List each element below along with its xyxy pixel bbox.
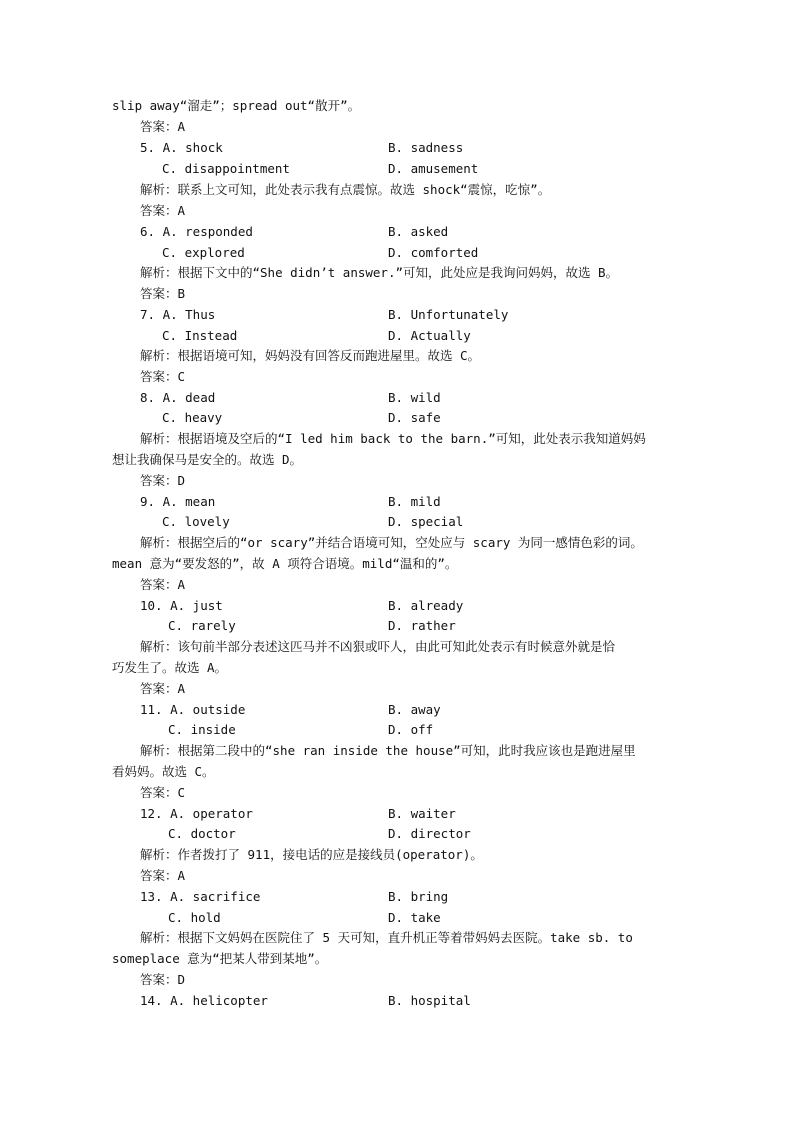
option-b: B. hospital	[388, 993, 471, 1008]
answer-line: 答案：D	[140, 473, 186, 488]
option-b: B. sadness	[388, 140, 464, 155]
option-b: B. wild	[388, 390, 441, 405]
option-c: C. Instead	[162, 328, 238, 343]
option-c: C. explored	[162, 245, 245, 260]
option-d: D. safe	[388, 410, 441, 425]
option-c: C. hold	[168, 910, 221, 925]
explanation-text: 想让我确保马是安全的。故选 D。	[112, 452, 303, 467]
explanation-text: 巧发生了。故选 A。	[112, 660, 228, 675]
option-a: 5. A. shock	[140, 140, 223, 155]
explanation-text: 解析：根据语境及空后的“I led him back to the barn.”可知，此处表示我知道妈妈	[140, 431, 646, 446]
answer-line: 答案：A	[140, 577, 186, 592]
explanation-text: 解析：根据下文中的“She didn’t answer.”可知，此处应是我询问妈妈，故选 B。	[140, 265, 619, 280]
option-b: B. already	[388, 598, 464, 613]
answer-line: 答案：D	[140, 972, 186, 987]
option-c: C. disappointment	[162, 161, 290, 176]
answer-line: 答案：A	[140, 119, 186, 134]
option-d: D. comforted	[388, 245, 479, 260]
option-d: D. Actually	[388, 328, 471, 343]
option-b: B. mild	[388, 494, 441, 509]
answer-line: 答案：A	[140, 681, 186, 696]
option-a: 8. A. dead	[140, 390, 216, 405]
answer-line: 答案：B	[140, 286, 186, 301]
option-d: D. director	[388, 826, 471, 841]
option-a: 6. A. responded	[140, 224, 253, 239]
option-b: B. Unfortunately	[388, 307, 509, 322]
explanation-text: 解析：根据语境可知，妈妈没有回答反而跑进屋里。故选 C。	[140, 348, 481, 363]
option-b: B. bring	[388, 889, 449, 904]
explanation-text: 看妈妈。故选 C。	[112, 764, 215, 779]
option-a: 14. A. helicopter	[140, 993, 268, 1008]
option-a: 9. A. mean	[140, 494, 216, 509]
option-c: C. lovely	[162, 514, 230, 529]
option-c: C. doctor	[168, 826, 236, 841]
option-b: B. asked	[388, 224, 449, 239]
option-b: B. waiter	[388, 806, 456, 821]
option-b: B. away	[388, 702, 441, 717]
option-c: C. heavy	[162, 410, 223, 425]
explanation-text: 解析：作者拨打了 911，接电话的应是接线员(operator)。	[140, 847, 483, 862]
option-d: D. amusement	[388, 161, 479, 176]
option-a: 10. A. just	[140, 598, 223, 613]
explanation-text: 解析：根据空后的“or scary”并结合语境可知，空处应与 scary 为同一感情色彩的词。	[140, 535, 643, 550]
option-a: 11. A. outside	[140, 702, 246, 717]
explanation-text: mean 意为“要发怒的”，故 A 项符合语境。mild“温和的”。	[112, 556, 458, 571]
answer-line: 答案：C	[140, 369, 186, 384]
answer-line: 答案：C	[140, 785, 186, 800]
option-a: 12. A. operator	[140, 806, 253, 821]
explanation-text: someplace 意为“把某人带到某地”。	[112, 951, 328, 966]
answer-line: 答案：A	[140, 868, 186, 883]
option-d: D. special	[388, 514, 464, 529]
option-d: D. off	[388, 722, 434, 737]
explanation-text: 解析：该句前半部分表述这匹马并不凶狠或吓人，由此可知此处表示有时候意外就是恰	[140, 639, 616, 654]
explanation-text: 解析：联系上文可知，此处表示我有点震惊。故选 shock“震惊，吃惊”。	[140, 182, 551, 197]
explanation-text: 解析：根据第二段中的“she ran inside the house”可知，此时我应该也是跑进屋里	[140, 743, 636, 758]
option-c: C. rarely	[168, 618, 236, 633]
answer-line: 答案：A	[140, 203, 186, 218]
option-d: D. rather	[388, 618, 456, 633]
explanation-text: 解析：根据下文妈妈在医院住了 5 天可知，直升机正等着带妈妈去医院。take sb. to	[140, 930, 633, 945]
option-a: 7. A. Thus	[140, 307, 216, 322]
option-d: D. take	[388, 910, 441, 925]
option-a: 13. A. sacrifice	[140, 889, 261, 904]
option-c: C. inside	[168, 722, 236, 737]
explanation-text: slip away“溜走”；spread out“散开”。	[112, 98, 361, 113]
